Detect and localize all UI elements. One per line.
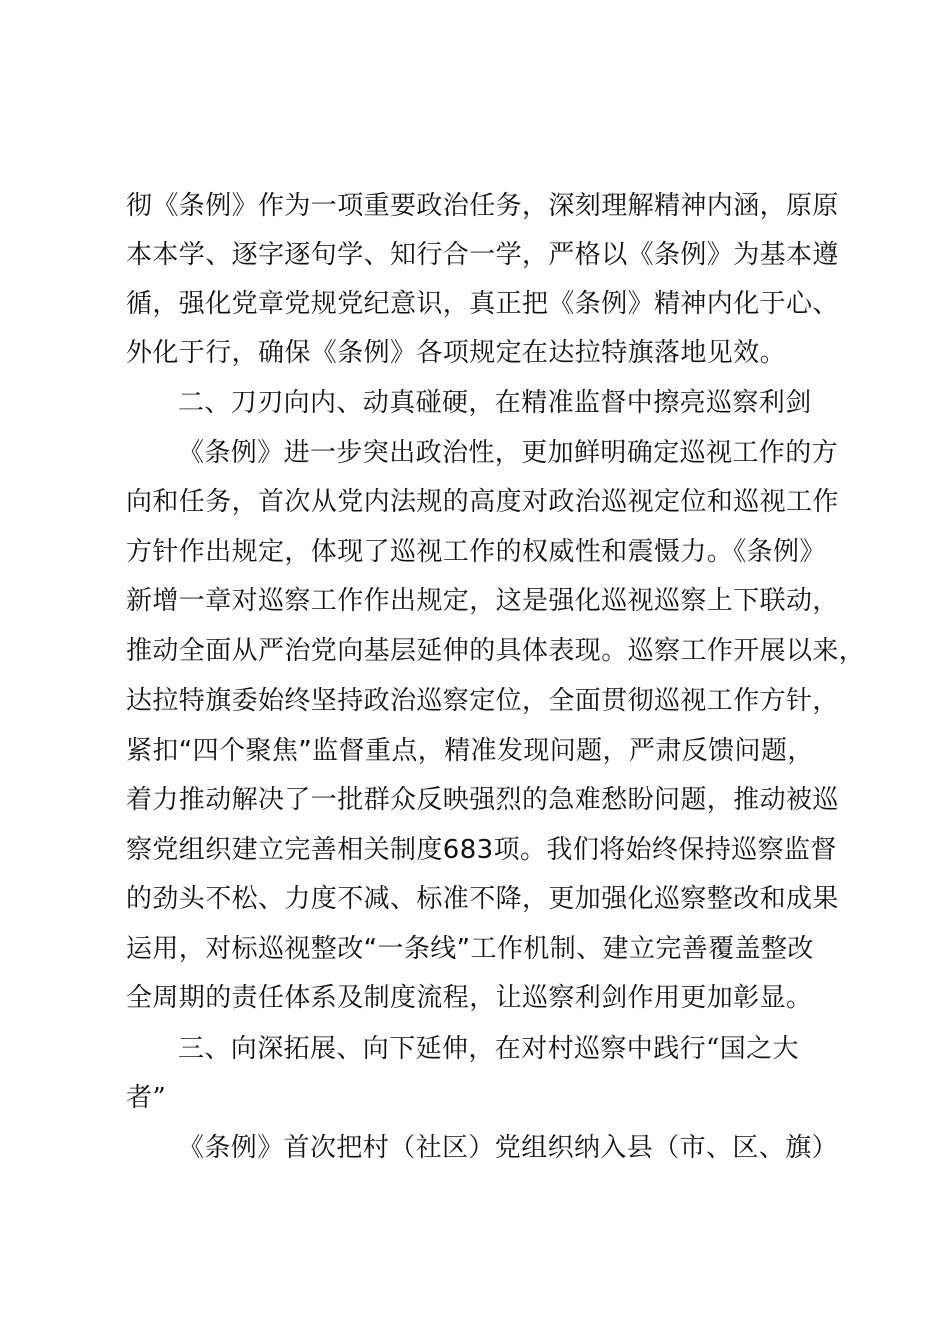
paragraph-line: 达拉特旗委始终坚持政治巡察定位，全面贯彻巡视工作方针， [126, 686, 839, 716]
paragraph-line: 彻《条例》作为一项重要政治任务，深刻理解精神内涵，原原 [126, 191, 839, 221]
paragraph-line: 全周期的责任体系及制度流程，让巡察利剑作用更加彰显。 [126, 983, 813, 1013]
paragraph-line: 向和任务，首次从党内法规的高度对政治巡视定位和巡视工作 [126, 487, 839, 517]
paragraph-line: 着力推动解决了一批群众反映强烈的急难愁盼问题，推动被巡 [126, 785, 839, 815]
paragraph-line: 《条例》首次把村（社区）党组织纳入县（市、区、旗） [178, 1133, 839, 1163]
paragraph-line: 本本学、逐字逐句学、知行合一学，严格以《条例》为基本遵 [126, 240, 839, 270]
section-heading-3-continued: 者” [126, 1083, 167, 1113]
paragraph-line: 外化于行，确保《条例》各项规定在达拉特旗落地见效。 [126, 338, 787, 368]
paragraph-line: 循，强化党章党规党纪意识，真正把《条例》精神内化于心、 [126, 289, 839, 319]
paragraph-line: 推动全面从严治党向基层延伸的具体表现。巡察工作开展以来， [126, 636, 866, 666]
paragraph-line: 方针作出规定，体现了巡视工作的权威性和震慑力。《条例》 [126, 537, 826, 567]
paragraph-line: 的劲头不松、力度不减、标准不降，更加强化巡察整改和成果 [126, 884, 839, 914]
section-heading-3: 三、向深拓展、向下延伸，在对村巡察中践行“国之大 [178, 1034, 799, 1064]
paragraph-line: 运用，对标巡视整改“一条线”工作机制、建立完善覆盖整改 [126, 934, 814, 964]
section-heading-2: 二、刀刃向内、动真碰硬，在精准监督中擦亮巡察利剑 [178, 388, 812, 418]
paragraph-line: 新增一章对巡察工作作出规定，这是强化巡视巡察上下联动， [126, 586, 839, 616]
paragraph-line: 《条例》进一步突出政治性，更加鲜明确定巡视工作的方 [178, 438, 839, 468]
paragraph-line: 紧扣“四个聚焦”监督重点，精准发现问题，严肃反馈问题， [126, 736, 814, 766]
paragraph-line: 察党组织建立完善相关制度683项。我们将始终保持巡察监督 [126, 835, 837, 865]
